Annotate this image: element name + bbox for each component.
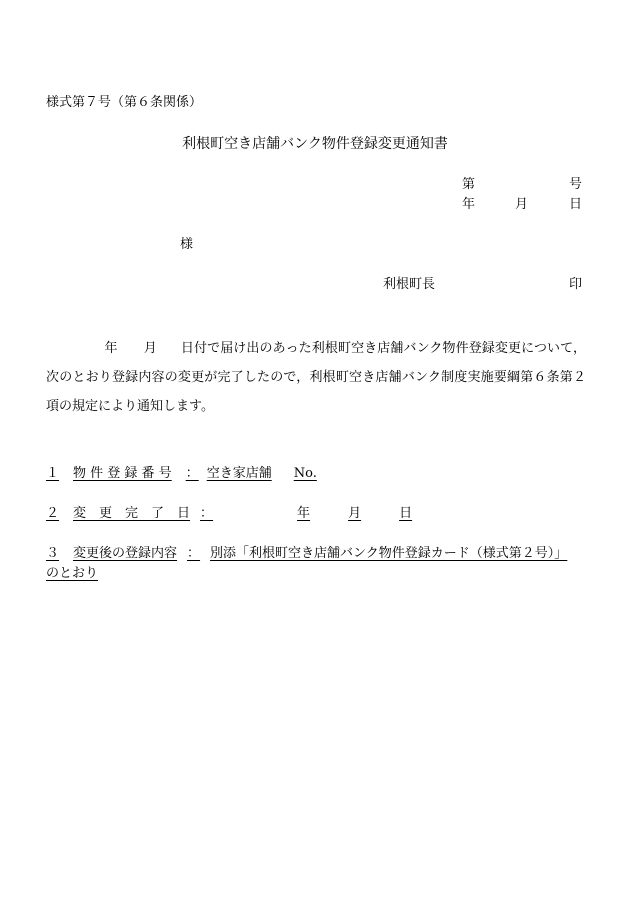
notice-body [46,334,586,421]
item-value: 別添「利根町空き店舗バンク物件登録カード（様式第２号）」 [210,546,568,561]
item-month-label: 月 [348,506,362,521]
item-year-label: 年 [297,506,311,521]
date-month-label: 月 [515,197,529,212]
number-suffix: 号 [569,177,583,192]
item-suffix: No. [293,466,317,481]
document-title: 利根町空き店舗バンク物件登録変更通知書 [182,136,448,152]
date-day-label: 日 [569,197,583,212]
item-label: 変 更 完 了 日 [73,506,191,521]
item-colon: ： [200,506,214,521]
item-day-label: 日 [399,506,413,521]
item-completion-date [46,506,462,522]
item-updated-content-continuation [46,566,110,582]
item-registration-number [46,466,425,482]
number-prefix: 第 [462,177,476,192]
item-colon: ： [185,466,199,481]
item-number: １ [46,466,60,481]
form-number: 様式第７号（第６条関係） [46,95,203,110]
item-label: 物 件 登 録 番 号 [73,466,172,481]
body-text: 日付で届け出のあった利根町空き店舗バンク物件登録変更について，次のとおり登録内容の変更が完了したので，利根町空き店舗バンク制度実施要綱第６条第２項の規定により通知します。 [46,341,586,414]
item-colon: ： [187,546,201,561]
addressee-honorific: 様 [180,237,194,252]
seal-mark: 印 [569,277,583,292]
item-label: 変更後の登録内容 [73,546,178,561]
body-year-label: 年 [104,341,118,356]
item-value: 空き家店舗 [206,466,272,481]
body-month-label: 月 [143,341,157,356]
item-number: ３ [46,546,60,561]
item-continuation: のとおり [46,566,99,581]
item-updated-content [46,546,567,562]
date-year-label: 年 [462,197,476,212]
item-number: ２ [46,506,60,521]
issuer-name: 利根町長 [383,277,436,292]
